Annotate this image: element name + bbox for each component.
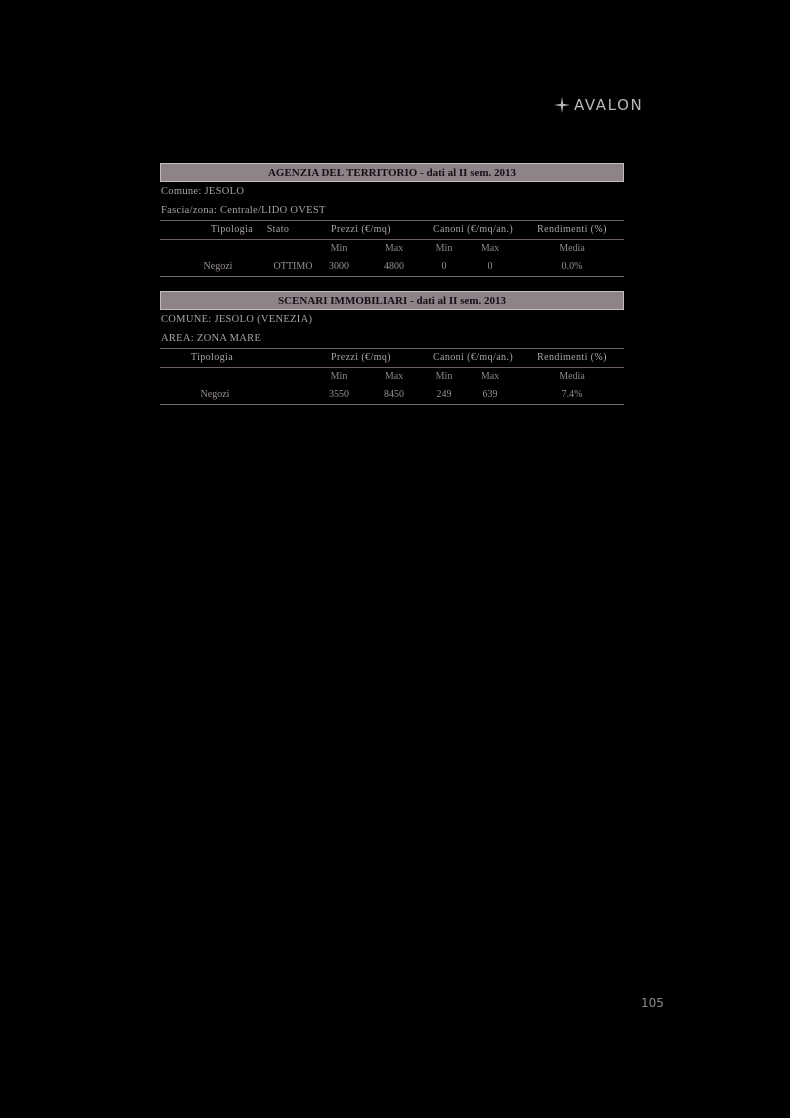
- star-logo-icon: [553, 96, 571, 114]
- cell-prezzi-max: 8450: [384, 389, 404, 400]
- cell-prezzi-min: 3550: [329, 389, 349, 400]
- sub-rendimenti-media: Media: [559, 371, 585, 382]
- subheader-row: [160, 368, 624, 386]
- sub-prezzi-min: Min: [330, 243, 348, 254]
- col-rendimenti: Rendimenti (%): [537, 352, 607, 363]
- cell-prezzi-min: 3000: [329, 261, 349, 272]
- cell-canoni-min: 0: [441, 261, 447, 272]
- cell-stato: OTTIMO: [273, 261, 313, 272]
- cell-prezzi-max: 4800: [384, 261, 404, 272]
- sub-prezzi-max: Max: [384, 243, 404, 254]
- header-row: [160, 221, 624, 240]
- agenzia-territorio-table: [160, 163, 624, 277]
- cell-canoni-max: 0: [487, 261, 493, 272]
- table-title: AGENZIA DEL TERRITORIO - dati al II sem. 2013: [160, 163, 624, 182]
- cell-canoni-min: 249: [436, 389, 452, 400]
- cell-rendimenti-media: 7.4%: [561, 389, 583, 400]
- col-stato: Stato: [266, 224, 290, 235]
- subheader-row: [160, 240, 624, 258]
- comune-info: Comune: JESOLO: [161, 186, 245, 197]
- page-number: 105: [641, 996, 664, 1010]
- header-row: [160, 349, 624, 368]
- col-tipologia: Tipologia: [190, 352, 234, 363]
- logo: [553, 96, 643, 114]
- sub-canoni-max: Max: [480, 243, 500, 254]
- cell-tipologia: Negozi: [203, 261, 233, 272]
- comune-info: COMUNE: JESOLO (VENEZIA): [161, 314, 313, 325]
- table-row: [160, 258, 624, 277]
- table-title: SCENARI IMMOBILIARI - dati al II sem. 2013: [160, 291, 624, 310]
- sub-rendimenti-media: Media: [559, 243, 585, 254]
- sub-prezzi-min: Min: [330, 371, 348, 382]
- sub-prezzi-max: Max: [384, 371, 404, 382]
- col-prezzi: Prezzi (€/mq): [331, 224, 391, 235]
- sub-canoni-min: Min: [435, 371, 453, 382]
- col-rendimenti: Rendimenti (%): [537, 224, 607, 235]
- logo-text: AVALON: [574, 96, 644, 114]
- scenari-immobiliari-table: [160, 291, 624, 405]
- sub-canoni-min: Min: [435, 243, 453, 254]
- col-canoni: Canoni (€/mq/an.): [432, 352, 514, 363]
- area-info: AREA: ZONA MARE: [160, 329, 624, 349]
- zona-info: Fascia/zona: Centrale/LIDO OVEST: [160, 201, 624, 221]
- col-prezzi: Prezzi (€/mq): [331, 352, 391, 363]
- table-row: [160, 386, 624, 405]
- cell-rendimenti-media: 0.0%: [561, 261, 583, 272]
- col-canoni: Canoni (€/mq/an.): [432, 224, 514, 235]
- cell-tipologia: Negozi: [200, 389, 230, 400]
- col-tipologia: Tipologia: [210, 224, 254, 235]
- sub-canoni-max: Max: [480, 371, 500, 382]
- cell-canoni-max: 639: [482, 389, 498, 400]
